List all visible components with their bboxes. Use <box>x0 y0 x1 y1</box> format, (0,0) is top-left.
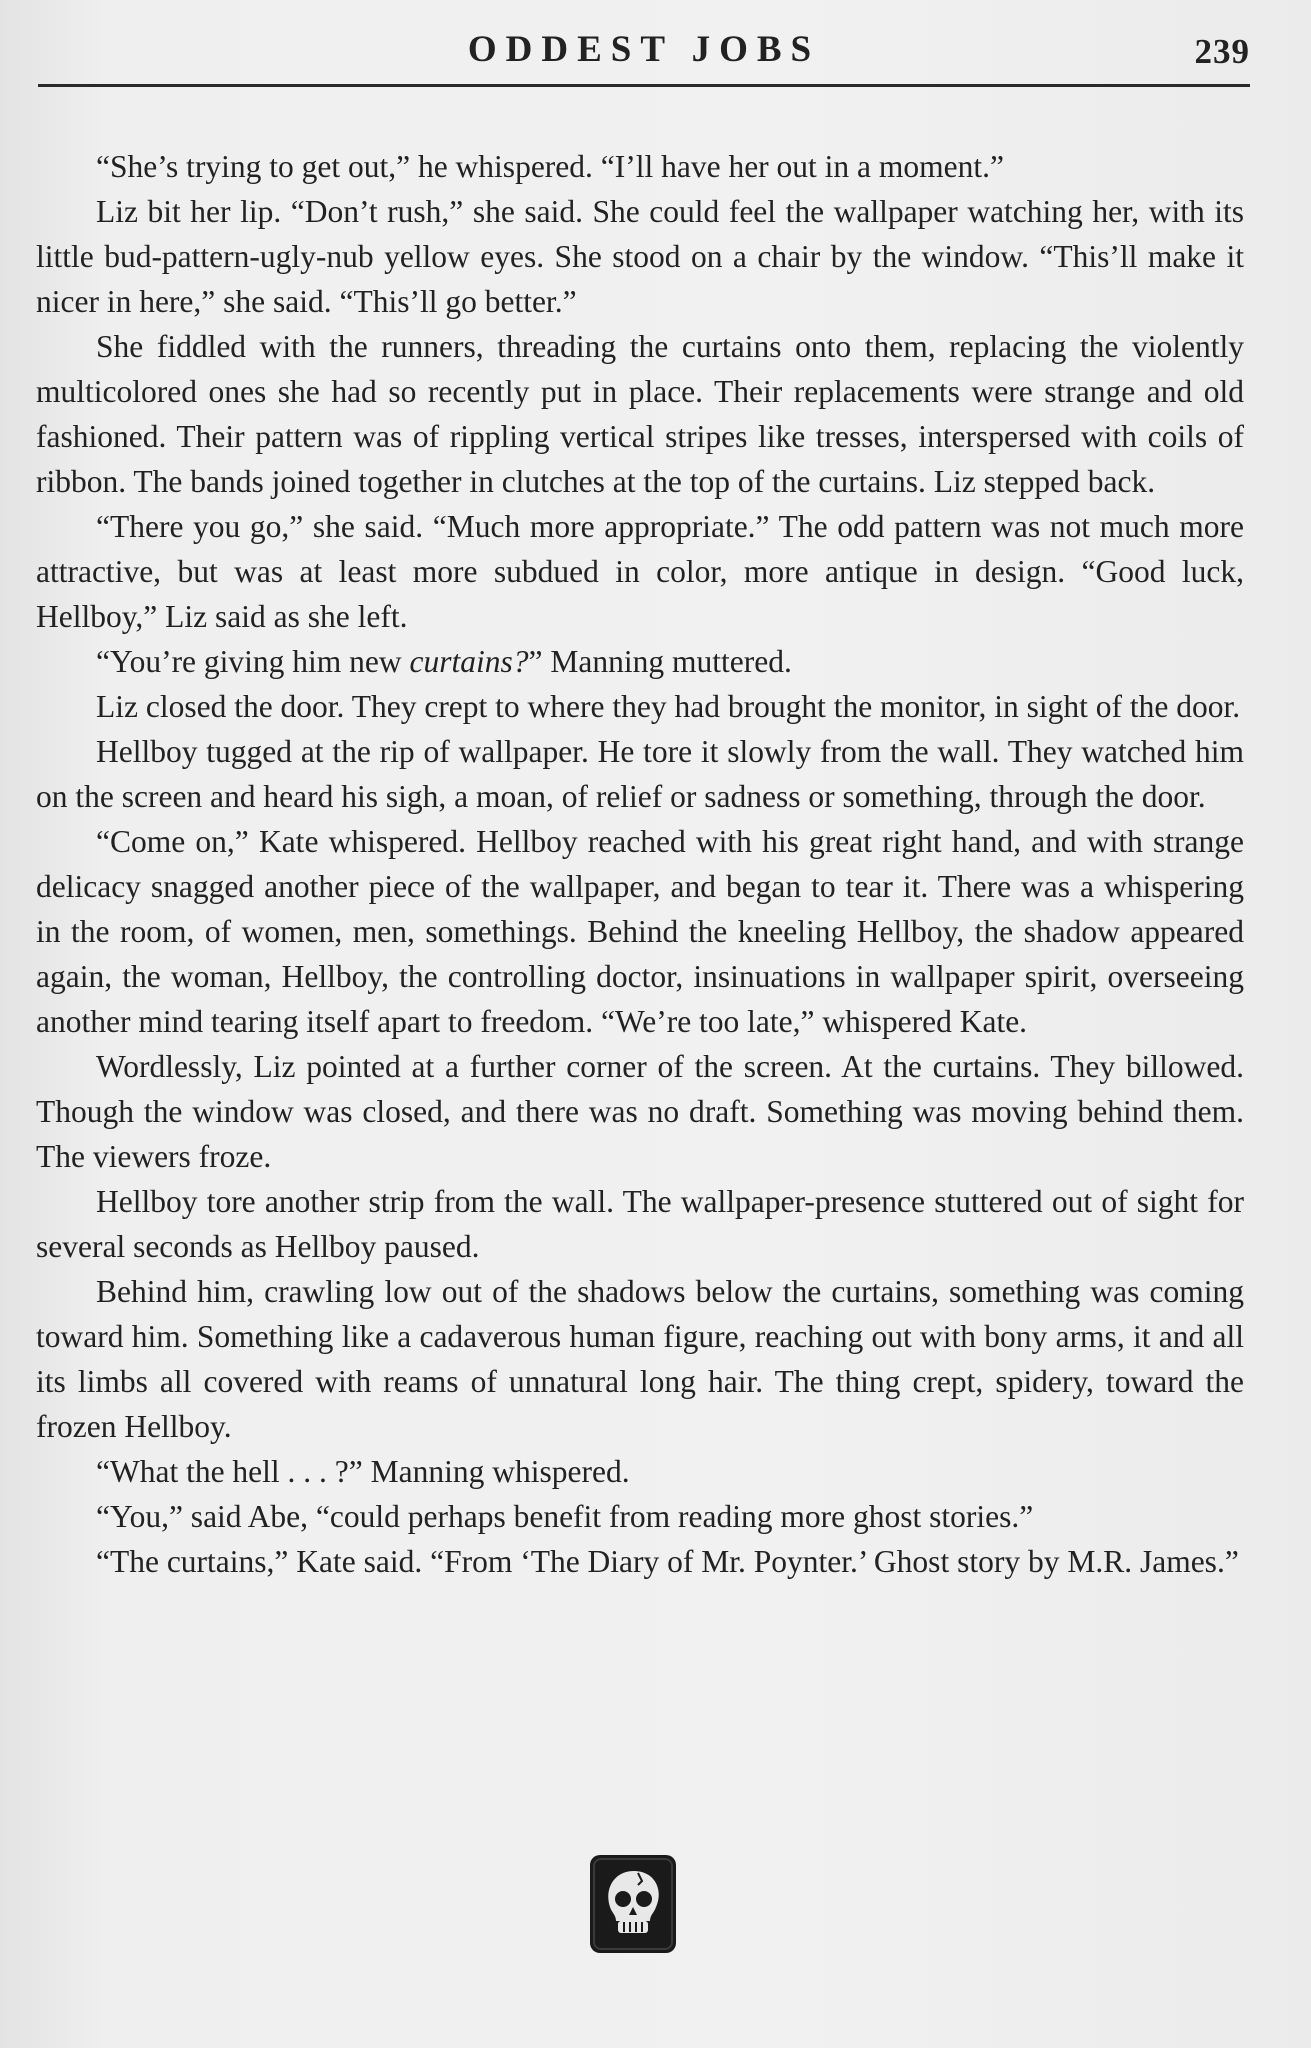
italic-word: curtains? <box>409 644 529 679</box>
paragraph: “Come on,” Kate whispered. Hellboy reached with his great right hand, and with strange delicacy snagged another piece of the wallpaper, and began to tear it. There was a whispering in the room, of women, men, somethings. Behind the kneeling Hellboy, the shadow appeared again, the woman, Hellboy, the controlling doctor, insinuations in wallpaper spirit, overseeing another mind tearing itself apart to freedom. “We’re too late,” whispered Kate. <box>36 824 1244 1039</box>
paragraph-text: “You’re giving him new <box>96 644 410 679</box>
paragraph: Liz closed the door. They crept to where they had brought the monitor, in sight of the door. <box>96 689 1241 724</box>
paragraph: Liz bit her lip. “Don’t rush,” she said. She could feel the wallpaper watching her, with its little bud-pattern-ugly-nub yellow eyes. She stood on a chair by the window. “This’ll make it nicer in here,” she said. “This’ll go better.” <box>36 194 1244 319</box>
body-text <box>36 144 1244 1584</box>
paragraph: She fiddled with the runners, threading the curtains onto them, replacing the violently multicolored ones she had so recently put in place. Their replacements were strange and old fashioned. Their pattern was of rippling vertical stripes like tresses, interspersed with coils of ribbon. The bands joined together in clutches at the top of the curtains. Liz stepped back. <box>36 329 1244 499</box>
paragraph: “The curtains,” Kate said. “From ‘The Diary of Mr. Poynter.’ Ghost story by M.R. James.” <box>96 1544 1239 1579</box>
running-title: ODDEST JOBS <box>467 29 821 70</box>
paragraph: “You,” said Abe, “could perhaps benefit from reading more ghost stories.” <box>96 1499 1034 1534</box>
page-number: 239 <box>1194 32 1250 71</box>
paragraph: “There you go,” she said. “Much more appropriate.” The odd pattern was not much more attractive, but was at least more subdued in color, more antique in design. “Good luck, Hellboy,” Liz said as she left. <box>36 509 1244 634</box>
paragraph: Wordlessly, Liz pointed at a further corner of the screen. At the curtains. They billowed. Though the window was closed, and there was no draft. Something was moving behind them. The viewers froze. <box>36 1049 1244 1174</box>
paragraph: “What the hell . . . ?” Manning whispered. <box>96 1454 630 1489</box>
paragraph-text: ” Manning muttered. <box>528 644 792 679</box>
paragraph: Hellboy tugged at the rip of wallpaper. He tore it slowly from the wall. They watched him on the screen and heard his sigh, a moan, of relief or sadness or something, through the door. <box>36 734 1244 814</box>
running-header <box>38 26 1250 87</box>
paragraph: “She’s trying to get out,” he whispered. “I’ll have her out in a moment.” <box>96 149 1004 184</box>
skull-icon <box>590 1855 676 1953</box>
paragraph: Behind him, crawling low out of the shadows below the curtains, something was coming toward him. Something like a cadaverous human figure, reaching out with bony arms, it and all its limbs all covered with reams of unnatural long hair. The thing crept, spidery, toward the frozen Hellboy. <box>36 1274 1244 1444</box>
paragraph <box>36 639 1244 684</box>
paragraph: Hellboy tore another strip from the wall. The wallpaper-presence stuttered out of sight for several seconds as Hellboy paused. <box>36 1184 1244 1264</box>
